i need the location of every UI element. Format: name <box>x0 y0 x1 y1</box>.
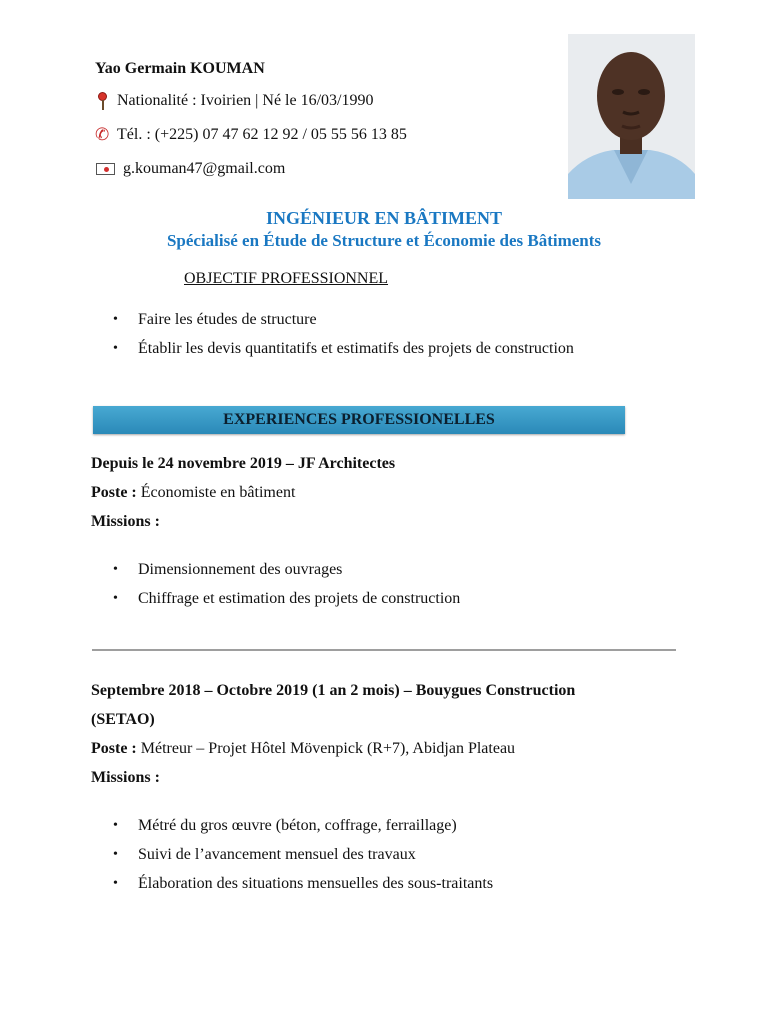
poste-value: Économiste en bâtiment <box>136 484 296 501</box>
job-2-missions-label: Missions : <box>91 769 160 786</box>
poste-label: Poste : <box>91 740 137 757</box>
phone-text: Tél. : (+225) 07 47 62 12 92 / 05 55 56 13 85 <box>117 126 407 143</box>
job-2-poste <box>91 740 515 758</box>
objective-list <box>113 310 574 368</box>
poste-value: Métreur – Projet Hôtel Mövenpick (R+7), Abidjan Plateau <box>136 740 516 757</box>
profile-photo <box>568 34 695 199</box>
objective-heading: OBJECTIF PROFESSIONNEL <box>184 270 389 287</box>
list-item: • Élaboration des situations mensuelles des sous-traitants <box>113 874 493 903</box>
list-item: • Suivi de l’avancement mensuel des travaux <box>113 845 493 874</box>
poste-label: Poste : <box>91 484 137 501</box>
email-link[interactable]: g.kouman47@gmail.com <box>123 160 286 177</box>
specialty-title: Spécialisé en Étude de Structure et Économie des Bâtiments <box>166 231 602 250</box>
list-item: • Dimensionnement des ouvrages <box>113 560 460 589</box>
job-2-period: Septembre 2018 – Octobre 2019 (1 an 2 mois) – Bouygues Construction <box>91 682 576 699</box>
envelope-icon <box>95 160 117 178</box>
email-line <box>95 160 285 178</box>
nationality-line <box>95 92 373 110</box>
candidate-name: Yao Germain KOUMAN <box>95 60 265 77</box>
job-1-period: Depuis le 24 novembre 2019 – JF Architectes <box>91 455 396 472</box>
job-2-missions <box>113 816 493 903</box>
job-1-missions <box>113 560 460 618</box>
list-item: • Chiffrage et estimation des projets de construction <box>113 589 460 618</box>
portrait-image <box>568 34 695 199</box>
job-2-period-cont: (SETAO) <box>91 711 155 728</box>
location-pin-icon <box>95 92 113 110</box>
phone-line <box>95 126 407 144</box>
list-item: • Établir les devis quantitatifs et estimatifs des projets de construction <box>113 339 574 368</box>
nationality-text: Nationalité : Ivoirien | Né le 16/03/1990 <box>117 92 374 109</box>
experience-banner: EXPERIENCES PROFESSIONELLES <box>93 406 625 434</box>
list-item: • Métré du gros œuvre (béton, coffrage, ferraillage) <box>113 816 493 845</box>
job-1-poste <box>91 484 295 502</box>
section-divider <box>92 649 676 651</box>
list-item: • Faire les études de structure <box>113 310 574 339</box>
job-title: INGÉNIEUR EN BÂTIMENT <box>265 208 503 228</box>
phone-icon: ✆ <box>95 125 110 144</box>
job-1-missions-label: Missions : <box>91 513 160 530</box>
